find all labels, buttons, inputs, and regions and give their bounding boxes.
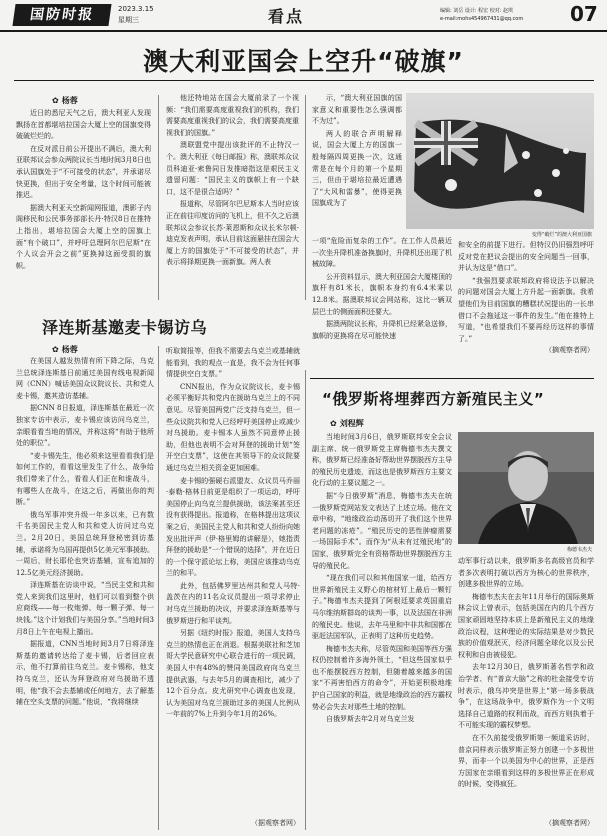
editor-email: e-mail:mohs454967431@qq.com	[440, 16, 524, 22]
article3-column-2	[458, 556, 594, 818]
issue-date	[118, 4, 154, 26]
paragraph: 示，“澳大利亚国旗的国家意义和重要性怎么强调都不为过”。	[312, 94, 402, 126]
article3-headline: “俄罗斯将埋葬西方新殖民主义”	[322, 390, 545, 408]
newspaper-logo: 国防时报	[12, 4, 111, 26]
page-number: 07	[570, 2, 598, 26]
portrait-image	[458, 432, 594, 544]
paragraph: 麦卡锡的强硬右派盟友、众议员马乔丽·泰勒·格林日前更是组织了一项运动，呼吁美国停止向乌克兰提供援助，该法案甚至还没有获得提出。报道称，在格林提出这项议案之后，美国民主党人和共和党人纷纷向她发出批评声（伊·格里姆的讲解是），她指责拜登的援助是“一个错误的选择”，并在近日的一个保守派论坛上称，美国应该推动乌克兰的和平。	[166, 476, 300, 578]
column-divider	[158, 95, 159, 300]
article1-signoff: （摘观察者网）	[545, 346, 594, 354]
star-icon: ✿	[330, 419, 337, 428]
article1-column-3	[312, 93, 402, 235]
paragraph: 澳联盟党中提出该批评的不止特汉一个。澳大利亚《每日邮报》称，澳联邦众议员科迪亚·索鲁同日发推暗指这是艰民主义遗留问题：“国民主义的旗帜上有一个缺口，这不是很合适吗？”	[166, 141, 299, 196]
article2-column-1	[16, 356, 154, 830]
article1-column-3b	[312, 236, 452, 371]
paragraph: CNN报出，作为众议院议长，麦卡锡必须平衡好共和党内在援助乌克兰上的不同意见。尽管美国两党广泛支持乌克兰，但一些众议院共和党人已经呼吁美国停止或减少对乌援助。麦卡锡本人虽然不同意停止援助，但他也表明不会对拜登的援助计划“签开空白支票”，这使在其领导下的众议院要通过乌克兰相关资金更加困难。	[166, 382, 300, 472]
article2-author: 杨蓉	[61, 345, 78, 354]
paragraph: 在美国人越发热情有所下降之际，乌克兰总统泽连斯基日前通过美国有线电视新闻网（CNN）喊话美国众议院议长、共和党人麦卡锡，邀其造访基辅。	[16, 357, 154, 400]
article1-byline	[52, 95, 78, 106]
section-title: 看点	[268, 7, 305, 26]
article3-signoff: （摘观察者网）	[545, 819, 594, 827]
article1-column-4	[458, 240, 594, 345]
article3-byline	[330, 418, 364, 429]
paragraph: 据澳大利亚天空新闻网报道，澳影子内阁移民和公民事务部部长丹·特汉8日在推特上指出，堪培拉国会大厦上空的国旗上面“有个破口”，并呼吁总理阿尔巴尼斯“在个人议会开会之前”更换掉这面受损的旗帜。	[16, 203, 151, 270]
paragraph: 梅德韦杰夫称，尽管英国和美国等西方强权仍控制着许多海外领土，“但这些国家似乎也不能摆脱西方控制，但随着越来越多的国家“不再害怕西方的命令”，开始更积极地维护自己国家的利益，就是地缘政治的西方霸权势必会失去对那些土地的控制。	[312, 644, 452, 711]
paragraph: 泽连斯基在访谈中说，“当民主党和共和党人来到我们这里时，他们可以看到整个供应商线——每一枚炮弹、每一颗子弹、每一块钱。”这个计划我们与美国分享。”当地时间3月8日上午在电视上播出。	[16, 581, 154, 636]
paragraph: 据澳两院议长称，升降机已经紧急送修，旗帜的更换将在尽可能快速	[312, 320, 452, 340]
column-divider	[158, 346, 159, 830]
article3-author: 刘程辉	[339, 419, 364, 428]
article1-column-1	[16, 108, 151, 298]
masthead	[0, 0, 607, 32]
article1-headline: 澳大利亚国会上空升“破旗”	[143, 47, 464, 76]
article2-signoff: （据观察者网）	[251, 819, 300, 827]
paragraph: 梅德韦杰夫在去年11月举行的国际奥斯林会议上曾表示，包括美国在内的几个西方国家顽固地坚持本质上是新殖民主义的地缘政治议程，这种理论的实际结果是对少数民族的价值观泯灭，经济问题全球化以及公民权利和自由被侵犯。	[458, 592, 594, 659]
paragraph: 俄乌军事冲突升级一年多以来，已有数千名美国民主党人和共和党人访问过乌克兰。2月20日，美国总统拜登秘密到访基辅，承诺将为乌国再提供5亿美元军事援助。一周后，财长耶伦也突访基辅，宣布追加的12.5亿美元经济援助。	[16, 510, 154, 577]
paragraph: 听取简报等，但我不需要去乌克兰或基辅就能看到，我的观点一直是，我不会为任何事情提供空白支票。”	[166, 347, 300, 379]
paragraph: 两人的联合声明解释说，国会大厦上方的国旗一般每隔四周更换一次，这通常是在每个月的第一个星期三，但由于堪培拉最近遭遇了“大风和雷暴”，使得更换国旗成为了	[312, 129, 402, 208]
paragraph: 一项“危险而复杂的工作”。在工作人员最近一次坐升降机准备换旗时，升降机还出现了机械故障。	[312, 237, 452, 269]
paragraph: 动军事行动以来，俄罗斯多名高级官员和学者多次表明打破以西方为核心的世界秩序，创建多极世界的立场。	[458, 557, 594, 589]
editor-credits	[440, 7, 560, 23]
article2-byline	[52, 344, 78, 355]
paragraph: 此外，包括佛罗里达州共和党人马特·盖茨在内的11名众议员提出一项寻求停止对乌克兰援助的决议，并要求泽连斯基等与俄罗斯进行和平谈判。	[166, 581, 300, 625]
medvedev-photo	[458, 432, 594, 544]
australian-flag-photo	[406, 93, 594, 229]
editor-names: 编辑: 刘岳 设计: 程宏 校对: 赵琪	[440, 8, 514, 14]
paragraph: 据CNN 8日报道，泽连斯基在最近一次独家专访中表示，麦卡锡应该访问乌克兰，亲眼看看当地的情况，并称这将“有助于他所处的职位”。	[16, 404, 154, 448]
article1-column-2	[166, 93, 299, 303]
article3-top-rule	[310, 378, 594, 379]
paragraph: 当地时间3月6日，俄罗斯联邦安全会议副主席、统一俄罗斯党主席梅德韦杰夫撰文称，俄罗斯已经准备好帮助世界摆脱西方主导的殖民历史遗迹，而这也是俄罗斯西方主要文化行动的主要议题之一。	[312, 433, 452, 488]
paragraph: “麦卡锡先生，他必须来这里看看我们是如何工作的，看看这里发生了什么，战争给我们带来了什么，看看人们正在和谁战斗，有哪些人在战斗，在这之后，再做出你的判断。”	[16, 451, 154, 507]
paragraph: 据报道，CNN当地时间3月7日将泽连斯基的邀请转达给了麦卡锡，后者回应表示，他不打算前往乌克兰。麦卡锡称，他支持乌克兰，还认为拜登政府对乌援助不透明，他“我不会去基辅或任何地方，去了解基辅在空头支票的问题。”他说，“我将继续	[16, 640, 154, 707]
paragraph: 在不久前接受俄罗斯第一频道采访时，普京同样表示俄罗斯正努力创建一个多极世界，而非一个以美国为中心的世界，正是西方国家在亲眼看到这样的多极世界正在形成的时候，变得疯狂。	[458, 733, 594, 789]
paragraph: 自俄罗斯去年2月对乌克兰发	[326, 715, 415, 724]
paragraph: 他还特地站在国会大厦前录了一个视频：“我们需要高度重视我们的机构，我们需要高度重视我们的议会，我们需要高度重视我们的国旗。”	[166, 94, 299, 137]
article1-author: 杨蓉	[61, 96, 78, 105]
medvedev-photo-caption: 梅德韦杰夫	[566, 547, 592, 553]
paragraph: 在反对派日前公开提出不满后，澳大利亚联邦议会参众两院议长当地时间3月8日也承认国旗处于“不可接受的状态”，并承诺尽快更换，但出于安全考量，这个时间可能被推迟。	[16, 144, 151, 200]
column-divider	[305, 370, 306, 830]
paragraph: 公开资料显示，澳大利亚国会大厦楼顶的旗杆有81米长，旗帜本身约有6.4米乘以12.8米。据澳联邦议会网站称，这比一辆双层巴士的侧面面积还要大。	[312, 272, 452, 316]
paragraph: 据“今日俄罗斯”消息，梅德韦杰夫在统一俄罗斯党网站发文表达了上述立场。他在文章中称，“地缘政治动荡切开了我们这个世界老问题的冻疮”。“殖民历史的恶性肿瘤需要一场国际手术”。而作为“从未有过殖民地”的国家，俄罗斯完全有资格帮助世界摆脱西方主导的殖民化。	[312, 491, 452, 570]
issue-date-value: 2023.3.15	[118, 5, 154, 13]
issue-weekday: 星期三	[118, 16, 139, 24]
article2-headline: 泽连斯基邀麦卡锡访乌	[42, 318, 208, 337]
paragraph: 另据《纽约时报》报道，美国人支持乌克兰的热情也正在消退。根据美联社和芝加哥大学民意研究中心联合进行的一项民调，美国人中有48%的赞同美国政府向乌克兰提供武器，与去年5月的调查相比，减少了12个百分点。皮尤研究中心调查也发现，认为美国对乌克兰援助过多的美国人比例从一年前的7%上升到今年1月的26%。	[166, 629, 300, 719]
paragraph: 报道称，尽管阿尔巴尼斯本人当时应该正在前往印度访问的飞机上，但不久之后澳联邦议会参议长苏·莱恩斯和众议长米尔顿·迪克发表声明，承认目前这面悬挂在国会大厦上方的国旗处于“不可接受的状态”，并表示将择期更换一面新旗。两人表	[166, 200, 299, 267]
article3-column-1	[312, 432, 452, 830]
paragraph: 和安全的前提下进行。但特汉仍旧强烈呼吁反对党在把议会提出的安全问题当一回事，并认为这是“借口”。	[458, 241, 594, 273]
paragraph: 去年12月30日，俄罗斯著名哲学和政治学者、有“普京大脑”之称的杜金接受专访时表示，俄乌冲突是世界上“第一场多极战争”，在这场战争中，俄罗斯作为一个文明选择自己道路的权利而战，而西方则执着于不可能实现的霸权梦想。	[458, 663, 594, 730]
star-icon: ✿	[52, 345, 59, 354]
paragraph: 近日的悉尼天气之后，澳大利亚人发现飘扬在首都堪培拉国会大厦上空的国旗变得破破烂烂的。	[16, 109, 151, 141]
flag-image	[406, 93, 594, 229]
paragraph: “现在我们可以和其他国家一道，给西方世界新殖民主义野心的棺材钉上最后一颗钉子。”梅德韦杰夫提到了阿根廷要求英国重启马尔维纳斯群岛的谈判一事，以及法国在非洲的殖民史。他说，去年马里和中非共和国都在驱赶法国军队，正表明了这种历史趋势。	[312, 574, 452, 641]
article2-column-2	[166, 346, 300, 816]
star-icon: ✿	[52, 96, 59, 105]
paragraph: “我强烈要求联邦政府将设法予以解决的问题对国会大厦上方升起一面新旗。我希望他们为目前国旗的糟糕状况提出的一长串借口不会拖延这一事件的发生。”他在推特上写道，“也希望我们不要再经历这样的事情了。”	[458, 276, 594, 343]
column-divider	[305, 95, 306, 300]
headline-rule	[14, 80, 594, 81]
flag-photo-caption: 变得“破烂”的澳大利亚国旗	[531, 232, 592, 238]
